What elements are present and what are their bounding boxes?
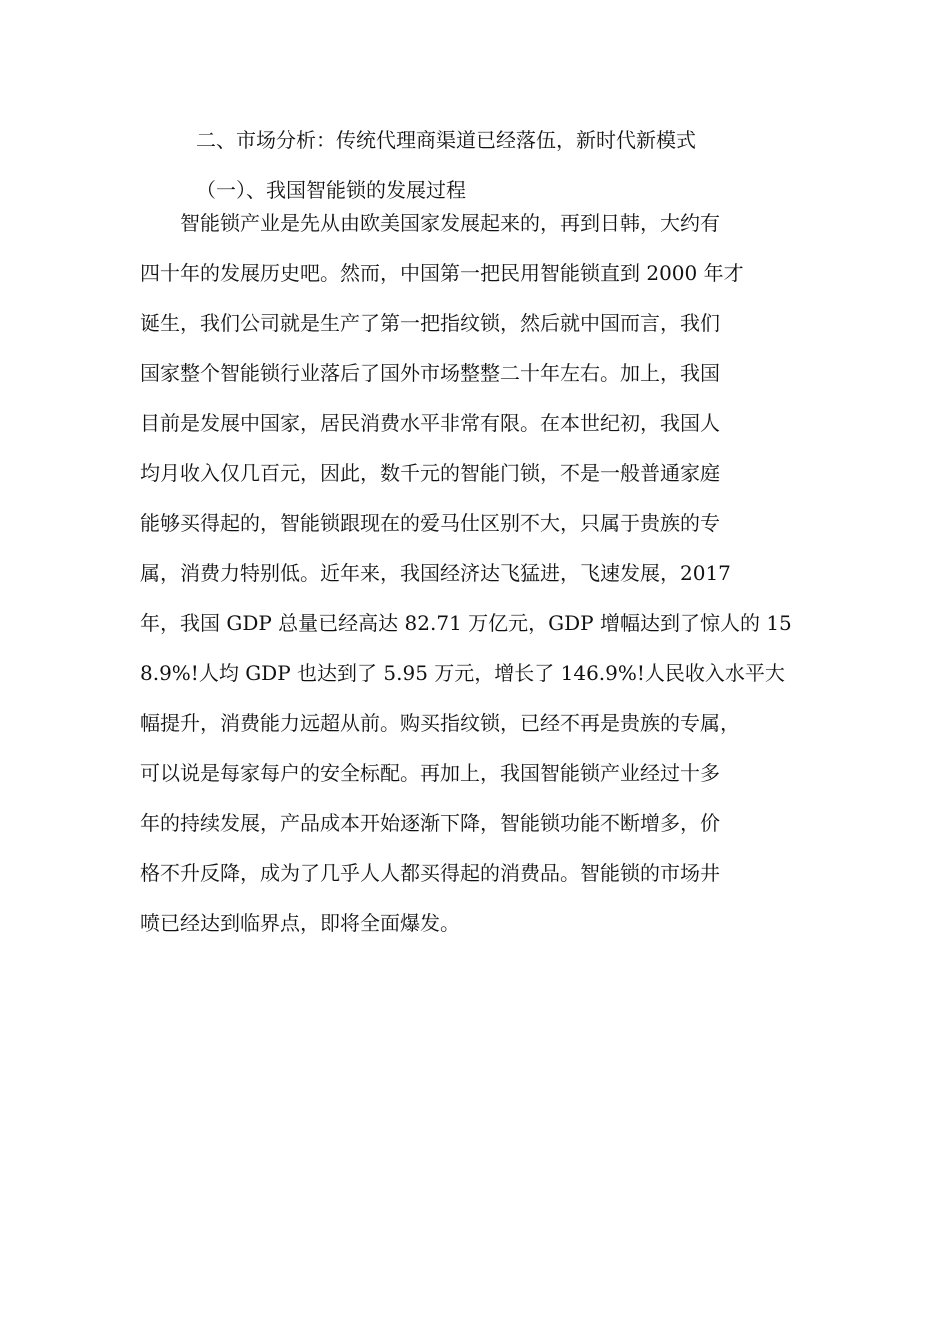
paragraph-line: 幅提升，消费能力远超从前。购买指纹锁，已经不再是贵族的专属， — [140, 711, 740, 735]
paragraph-line: 可以说是每家每户的安全标配。再加上，我国智能锁产业经过十多 — [140, 761, 720, 785]
body-paragraph — [140, 198, 810, 948]
paragraph-line: 能够买得起的，智能锁跟现在的爱马仕区别不大，只属于贵族的专 — [140, 511, 720, 535]
paragraph-line: 属，消费力特别低。近年来，我国经济达飞猛进，飞速发展，2017 — [140, 561, 731, 585]
paragraph-line: 喷已经达到临界点，即将全面爆发。 — [140, 911, 460, 935]
subsection-heading: （一）、我国智能锁的发展过程 — [196, 178, 466, 202]
paragraph-line: 目前是发展中国家，居民消费水平非常有限。在本世纪初，我国人 — [140, 411, 720, 435]
paragraph-line: 四十年的发展历史吧。然而，中国第一把民用智能锁直到 2000 年才 — [140, 261, 744, 285]
paragraph-line: 智能锁产业是先从由欧美国家发展起来的，再到日韩，大约有 — [140, 211, 720, 235]
paragraph-line: 诞生，我们公司就是生产了第一把指纹锁，然后就中国而言，我们 — [140, 311, 720, 335]
paragraph-line: 均月收入仅几百元，因此，数千元的智能门锁，不是一般普通家庭 — [140, 461, 720, 485]
section-heading: 二、市场分析：传统代理商渠道已经落伍，新时代新模式 — [196, 128, 696, 152]
paragraph-line: 国家整个智能锁行业落后了国外市场整整二十年左右。加上，我国 — [140, 361, 720, 385]
paragraph-line: 格不升反降，成为了几乎人人都买得起的消费品。智能锁的市场井 — [140, 861, 720, 885]
paragraph-line: 8.9%!人均 GDP 也达到了 5.95 万元，增长了 146.9%!人民收入水平大 — [140, 661, 785, 685]
paragraph-line: 年的持续发展，产品成本开始逐渐下降，智能锁功能不断增多，价 — [140, 811, 720, 835]
paragraph-line: 年，我国 GDP 总量已经高达 82.71 万亿元，GDP 增幅达到了惊人的 15 — [140, 611, 792, 635]
